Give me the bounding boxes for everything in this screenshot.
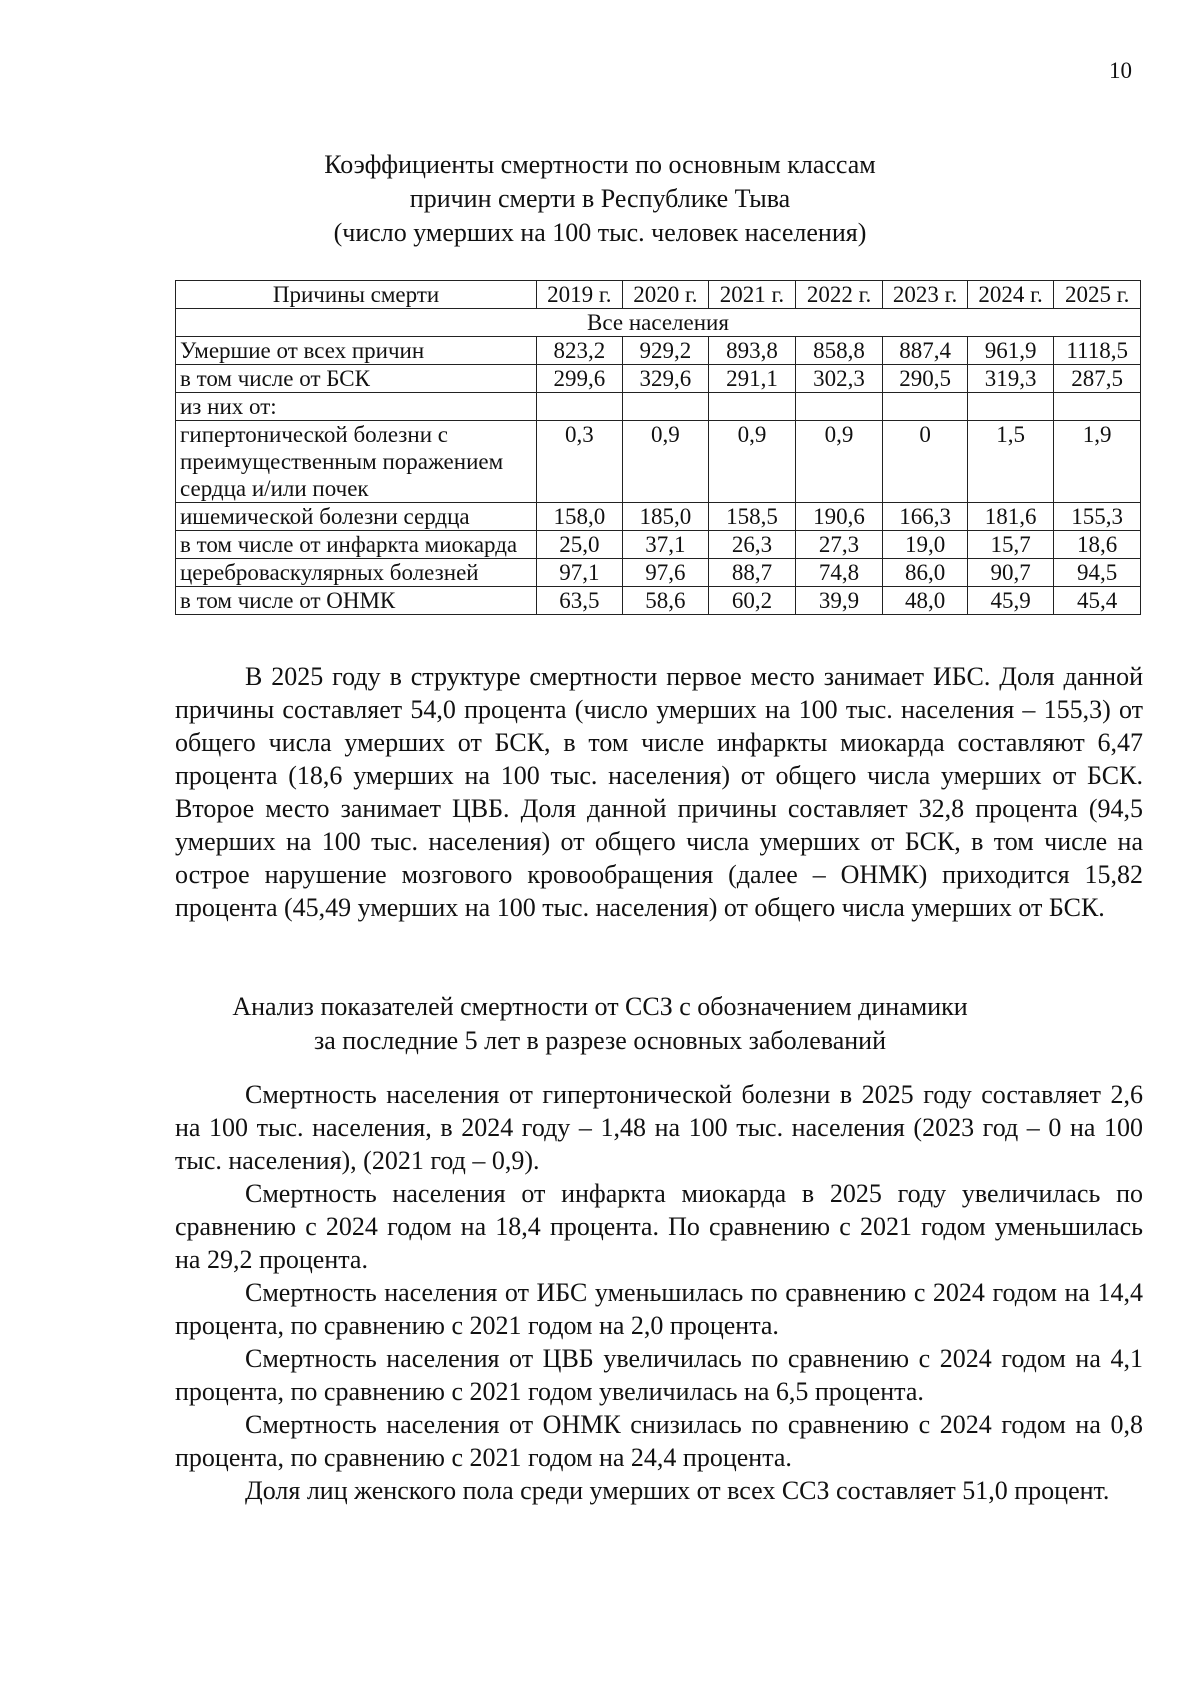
table-cell: 37,1 xyxy=(622,531,709,559)
paragraph-text: В 2025 году в структуре смертности первое место занимает ИБС. Доля данной причины составляет 54,0 процента (число умерших на 100 тыс. населения – 155,3) от общего числа умерших от БСК, в том числе инфаркты миокарда составляют 6,47 процента (18,6 умерших на 100 тыс. населения) от общего числа умерших от БСК. Второе место занимает ЦВБ. Доля данной причины составляет 32,8 процента (94,5 умерших на 100 тыс. населения) от общего числа умерших от БСК, в том числе на острое нарушение мозгового кровообращения (далее – ОНМК) приходится 15,82 процента (45,49 умерших на 100 тыс. населения) от общего числа умерших от БСК. xyxy=(175,662,1143,922)
mortality-table xyxy=(175,280,1141,615)
table-cell: 302,3 xyxy=(795,365,883,393)
paragraph-ihd: Смертность населения от ИБС уменьшилась по сравнению с 2024 годом на 14,4 процента, по сравнению с 2021 годом на 2,0 процента. xyxy=(175,1278,1143,1340)
table-cell: 58,6 xyxy=(622,587,709,615)
table-cell: 823,2 xyxy=(537,337,623,365)
header-year-2019: 2019 г. xyxy=(537,281,623,309)
page-number: 10 xyxy=(1109,58,1132,83)
table-cell: 0,9 xyxy=(795,421,883,503)
table-cell: 0,3 xyxy=(537,421,623,503)
table-cell: 190,6 xyxy=(795,503,883,531)
table-cell: 1118,5 xyxy=(1054,337,1141,365)
row-label: из них от: xyxy=(176,393,537,421)
header-year-2025: 2025 г. xyxy=(1054,281,1141,309)
table-row xyxy=(176,421,1141,503)
row-label: гипертонической болезни с преимущественным поражением сердца и/или почек xyxy=(176,421,537,503)
row-label: в том числе от ОНМК xyxy=(176,587,537,615)
subtitle-line-2: за последние 5 лет в разрезе основных заболеваний xyxy=(314,1026,886,1055)
table-cell xyxy=(795,393,883,421)
table-cell: 97,1 xyxy=(537,559,623,587)
table-cell xyxy=(967,393,1054,421)
table-cell: 90,7 xyxy=(967,559,1054,587)
row-label: ишемической болезни сердца xyxy=(176,503,537,531)
dynamics-paragraphs xyxy=(175,1078,1143,1507)
paragraph-myocardial-infarction: Смертность населения от инфаркта миокарда в 2025 году увеличилась по сравнению с 2024 годом на 18,4 процента. По сравнению с 2021 годом уменьшилась на 29,2 процента. xyxy=(175,1179,1143,1274)
table-cell: 158,5 xyxy=(709,503,796,531)
table-row xyxy=(176,503,1141,531)
table-cell xyxy=(883,393,967,421)
table-cell: 961,9 xyxy=(967,337,1054,365)
table-row xyxy=(176,559,1141,587)
table-cell: 1,9 xyxy=(1054,421,1141,503)
header-year-2021: 2021 г. xyxy=(709,281,796,309)
table-cell: 60,2 xyxy=(709,587,796,615)
table-cell: 25,0 xyxy=(537,531,623,559)
table-cell: 19,0 xyxy=(883,531,967,559)
table-cell: 39,9 xyxy=(795,587,883,615)
table-row xyxy=(176,587,1141,615)
table-cell: 319,3 xyxy=(967,365,1054,393)
row-label: цереброваскулярных болезней xyxy=(176,559,537,587)
table-cell: 97,6 xyxy=(622,559,709,587)
table-row xyxy=(176,337,1141,365)
table-cell xyxy=(537,393,623,421)
table-section-row xyxy=(176,309,1141,337)
table-cell: 893,8 xyxy=(709,337,796,365)
table-cell: 287,5 xyxy=(1054,365,1141,393)
analysis-paragraph xyxy=(175,660,1143,924)
title-line-3: (число умерших на 100 тыс. человек населения) xyxy=(333,218,867,247)
table-cell: 158,0 xyxy=(537,503,623,531)
table-cell: 329,6 xyxy=(622,365,709,393)
document-title xyxy=(0,148,1200,250)
table-cell: 0,9 xyxy=(622,421,709,503)
table-cell: 18,6 xyxy=(1054,531,1141,559)
table-cell: 929,2 xyxy=(622,337,709,365)
table-cell: 291,1 xyxy=(709,365,796,393)
table-cell: 0,9 xyxy=(709,421,796,503)
header-year-2020: 2020 г. xyxy=(622,281,709,309)
table-cell: 887,4 xyxy=(883,337,967,365)
table-cell: 1,5 xyxy=(967,421,1054,503)
table-cell: 26,3 xyxy=(709,531,796,559)
title-line-1: Коэффициенты смертности по основным классам xyxy=(324,150,876,179)
table-cell: 74,8 xyxy=(795,559,883,587)
table-cell: 858,8 xyxy=(795,337,883,365)
table-cell: 94,5 xyxy=(1054,559,1141,587)
table-cell: 63,5 xyxy=(537,587,623,615)
table-cell: 48,0 xyxy=(883,587,967,615)
table-cell: 45,9 xyxy=(967,587,1054,615)
table-row xyxy=(176,531,1141,559)
table-row xyxy=(176,393,1141,421)
table-cell: 181,6 xyxy=(967,503,1054,531)
header-year-2024: 2024 г. xyxy=(967,281,1054,309)
table-cell: 45,4 xyxy=(1054,587,1141,615)
table-cell: 15,7 xyxy=(967,531,1054,559)
subtitle-line-1: Анализ показателей смертности от ССЗ с обозначением динамики xyxy=(232,992,968,1021)
header-year-2023: 2023 г. xyxy=(883,281,967,309)
title-line-2: причин смерти в Республике Тыва xyxy=(409,184,791,213)
table-cell xyxy=(1054,393,1141,421)
table-cell: 290,5 xyxy=(883,365,967,393)
table-cell: 27,3 xyxy=(795,531,883,559)
paragraph-stroke: Смертность населения от ОНМК снизилась по сравнению с 2024 годом на 0,8 процента, по сравнению с 2021 годом на 24,4 процента. xyxy=(175,1410,1143,1472)
table-cell: 299,6 xyxy=(537,365,623,393)
table-cell: 88,7 xyxy=(709,559,796,587)
section-subtitle xyxy=(0,990,1200,1058)
header-cause: Причины смерти xyxy=(176,281,537,309)
header-year-2022: 2022 г. xyxy=(795,281,883,309)
table-header-row xyxy=(176,281,1141,309)
table-cell: 86,0 xyxy=(883,559,967,587)
table-cell: 155,3 xyxy=(1054,503,1141,531)
section-label: Все населения xyxy=(176,309,1141,337)
table-cell: 0 xyxy=(883,421,967,503)
paragraph-hypertension: Смертность населения от гипертонической болезни в 2025 году составляет 2,6 на 100 тыс. населения, в 2024 году – 1,48 на 100 тыс. населения (2023 год – 0 на 100 тыс. населения), (2021 год – 0,9). xyxy=(175,1080,1143,1175)
table-cell xyxy=(622,393,709,421)
table-cell: 166,3 xyxy=(883,503,967,531)
table-cell: 185,0 xyxy=(622,503,709,531)
table-row xyxy=(176,365,1141,393)
paragraph-cvd: Смертность населения от ЦВБ увеличилась по сравнению с 2024 годом на 4,1 процента, по сравнению с 2021 годом увеличилась на 6,5 процента. xyxy=(175,1344,1143,1406)
row-label: в том числе от инфаркта миокарда xyxy=(176,531,537,559)
table-cell xyxy=(709,393,796,421)
row-label: в том числе от БСК xyxy=(176,365,537,393)
paragraph-female-share: Доля лиц женского пола среди умерших от всех ССЗ составляет 51,0 процент. xyxy=(245,1476,1110,1505)
row-label: Умершие от всех причин xyxy=(176,337,537,365)
